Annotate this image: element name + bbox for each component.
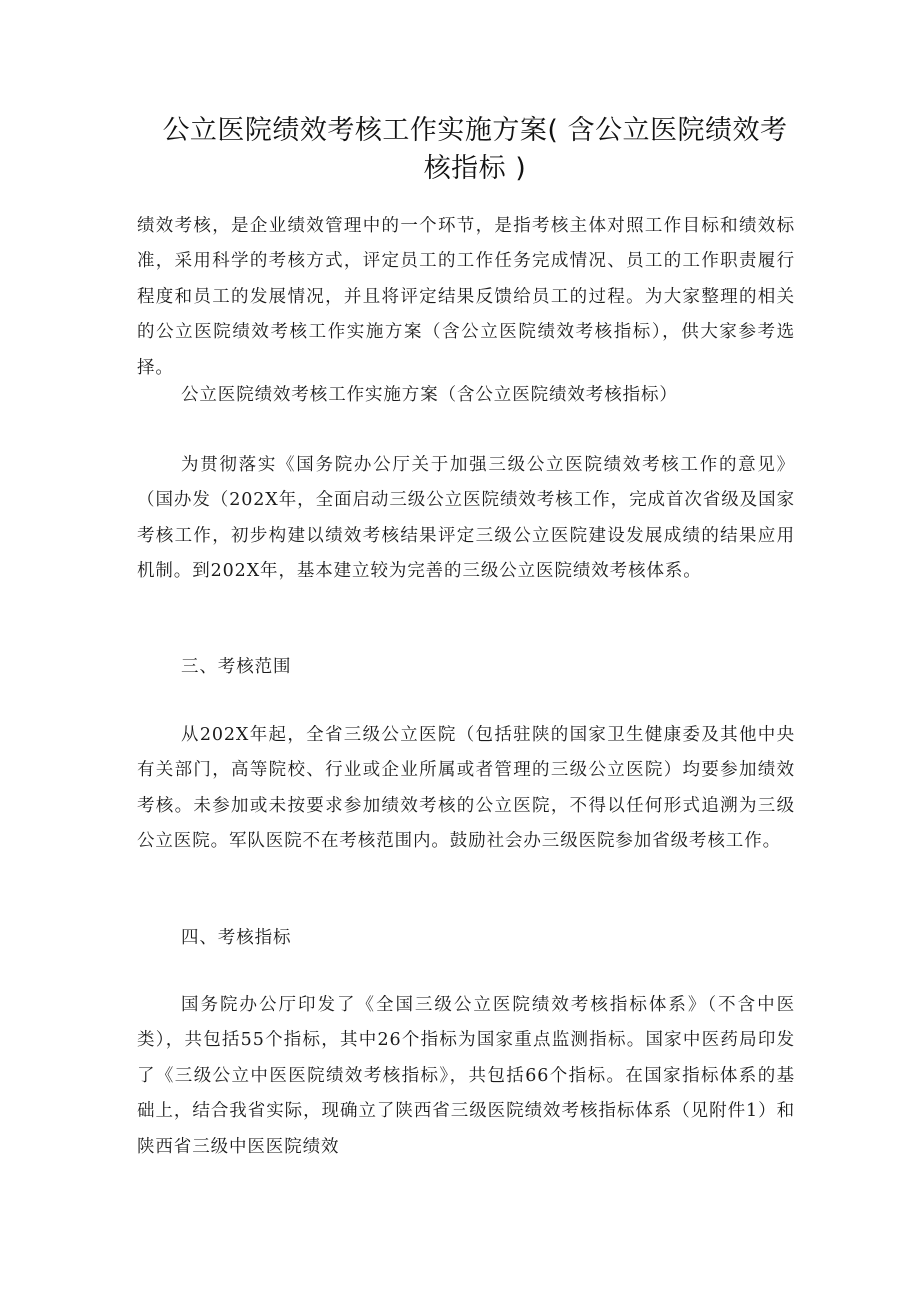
section-heading-scope: 三、考核范围	[181, 657, 292, 677]
purpose-paragraph: 为贯彻落实《国务院办公厅关于加强三级公立医院绩效考核工作的意见》（国办发（202X年，全面启动三级公立医院绩效考核工作，完成首次省级及国家考核工作，初步构建以绩效考核结果评定三级公立医院建设发展成绩的结果应用机制。到202X年，基本建立较为完善的三级公立医院绩效考核体系。	[137, 455, 795, 582]
scope-paragraph: 从202X年起，全省三级公立医院（包括驻陕的国家卫生健康委及其他中央有关部门，高等院校、行业或企业所属或者管理的三级公立医院）均要参加绩效考核。未参加或未按要求参加绩效考核的公立医院，不得以任何形式追溯为三级公立医院。军队医院不在考核范围内。鼓励社会办三级医院参加省级考核工作。	[137, 725, 795, 852]
document-title: 公立医院绩效考核工作实施方案( 含公立医院绩效考核指标 )	[162, 115, 788, 184]
indicators-paragraph: 国务院办公厅印发了《全国三级公立医院绩效考核指标体系》（不含中医类），共包括55个指标，其中26个指标为国家重点监测指标。国家中医药局印发了《三级公立中医医院绩效考核指标》，共包括66个指标。在国家指标体系的基础上，结合我省实际，现确立了陕西省三级医院绩效考核指标体系（见附件1）和陕西省三级中医医院绩效	[137, 995, 795, 1157]
document-subtitle: 公立医院绩效考核工作实施方案（含公立医院绩效考核指标）	[181, 385, 678, 405]
section-heading-indicators: 四、考核指标	[181, 928, 292, 948]
intro-paragraph: 绩效考核，是企业绩效管理中的一个环节，是指考核主体对照工作目标和绩效标准，采用科学的考核方式，评定员工的工作任务完成情况、员工的工作职责履行程度和员工的发展情况，并且将评定结果反馈给员工的过程。为大家整理的相关的公立医院绩效考核工作实施方案（含公立医院绩效考核指标），供大家参考选择。	[137, 216, 795, 378]
